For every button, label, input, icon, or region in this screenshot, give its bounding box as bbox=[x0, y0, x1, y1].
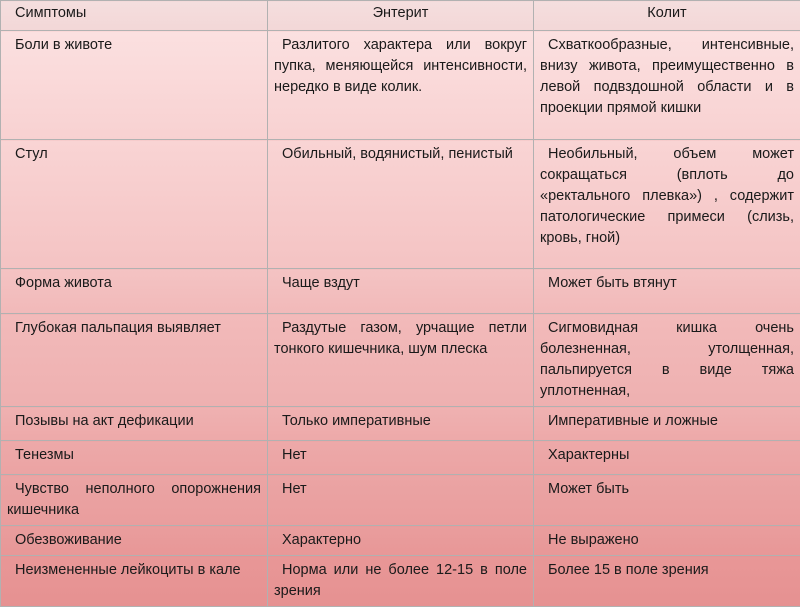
header-enteritis: Энтерит bbox=[268, 1, 534, 31]
colitis-cell bbox=[534, 441, 800, 475]
enteritis-cell bbox=[268, 31, 534, 140]
colitis-cell bbox=[534, 475, 800, 526]
symptom-cell bbox=[1, 31, 268, 140]
colitis-cell bbox=[534, 140, 800, 269]
symptom-text: Глубокая пальпация выявляет bbox=[15, 320, 221, 336]
table-row bbox=[1, 475, 800, 526]
enteritis-cell bbox=[268, 314, 534, 407]
colitis-cell bbox=[534, 269, 800, 314]
symptom-text: Позывы на акт дефикации bbox=[15, 413, 194, 429]
colitis-text: Сигмовидная кишка очень болезненная, утолщенная, пальпируется в виде тяжа уплотненная, bbox=[540, 320, 794, 399]
table-row bbox=[1, 407, 800, 441]
colitis-text: Более 15 в поле зрения bbox=[548, 562, 709, 578]
colitis-text: Необильный, объем может сокращаться (вплоть до «ректального плевка») , содержит патологические примеси (слизь, кровь, гной) bbox=[540, 146, 794, 246]
enteritis-text: Нет bbox=[282, 481, 307, 497]
table-row bbox=[1, 140, 800, 269]
symptom-cell bbox=[1, 526, 268, 556]
enteritis-cell bbox=[268, 269, 534, 314]
symptom-text: Боли в животе bbox=[15, 37, 112, 53]
colitis-text: Императивные и ложные bbox=[548, 413, 718, 429]
table-row bbox=[1, 314, 800, 407]
enteritis-text: Норма или не более 12-15 в поле зрения bbox=[274, 562, 527, 599]
enteritis-cell bbox=[268, 441, 534, 475]
enteritis-text: Раздутые газом, урчащие петли тонкого кишечника, шум плеска bbox=[274, 320, 527, 357]
symptom-cell bbox=[1, 407, 268, 441]
enteritis-cell bbox=[268, 140, 534, 269]
table-row bbox=[1, 31, 800, 140]
symptom-text: Обезвоживание bbox=[15, 532, 122, 548]
symptom-cell bbox=[1, 441, 268, 475]
enteritis-cell bbox=[268, 407, 534, 441]
colitis-cell bbox=[534, 314, 800, 407]
enteritis-text: Чаще вздут bbox=[282, 275, 360, 291]
symptom-text: Неизмененные лейкоциты в кале bbox=[15, 562, 241, 578]
symptom-text: Тенезмы bbox=[15, 447, 74, 463]
enteritis-cell bbox=[268, 526, 534, 556]
colitis-text: Схваткообразные, интенсивные, внизу живота, преимущественно в левой подвздошной области и в проекции прямой кишки bbox=[540, 37, 794, 116]
colitis-text: Может быть втянут bbox=[548, 275, 677, 291]
symptom-cell bbox=[1, 556, 268, 607]
table-row bbox=[1, 526, 800, 556]
enteritis-text: Нет bbox=[282, 447, 307, 463]
colitis-text: Не выражено bbox=[548, 532, 639, 548]
enteritis-cell bbox=[268, 556, 534, 607]
table-row bbox=[1, 269, 800, 314]
symptom-cell bbox=[1, 475, 268, 526]
enteritis-text: Только императивные bbox=[282, 413, 431, 429]
colitis-text: Может быть bbox=[548, 481, 629, 497]
symptom-cell bbox=[1, 314, 268, 407]
enteritis-text: Обильный, водянистый, пенистый bbox=[282, 146, 513, 162]
table-row bbox=[1, 556, 800, 607]
enteritis-cell bbox=[268, 475, 534, 526]
symptom-text: Стул bbox=[15, 146, 48, 162]
header-row bbox=[1, 1, 800, 31]
symptom-text: Чувство неполного опорожнения кишечника bbox=[7, 481, 261, 518]
enteritis-text: Характерно bbox=[282, 532, 361, 548]
colitis-cell bbox=[534, 526, 800, 556]
symptom-cell bbox=[1, 140, 268, 269]
colitis-cell bbox=[534, 556, 800, 607]
header-symptoms: Симптомы bbox=[1, 1, 268, 31]
colitis-cell bbox=[534, 407, 800, 441]
colitis-cell bbox=[534, 31, 800, 140]
colitis-text: Характерны bbox=[548, 447, 629, 463]
symptom-cell bbox=[1, 269, 268, 314]
enteritis-text: Разлитого характера или вокруг пупка, меняющейся интенсивности, нередко в виде колик. bbox=[274, 37, 527, 95]
header-colitis: Колит bbox=[534, 1, 800, 31]
table-row bbox=[1, 441, 800, 475]
symptom-text: Форма живота bbox=[15, 275, 112, 291]
